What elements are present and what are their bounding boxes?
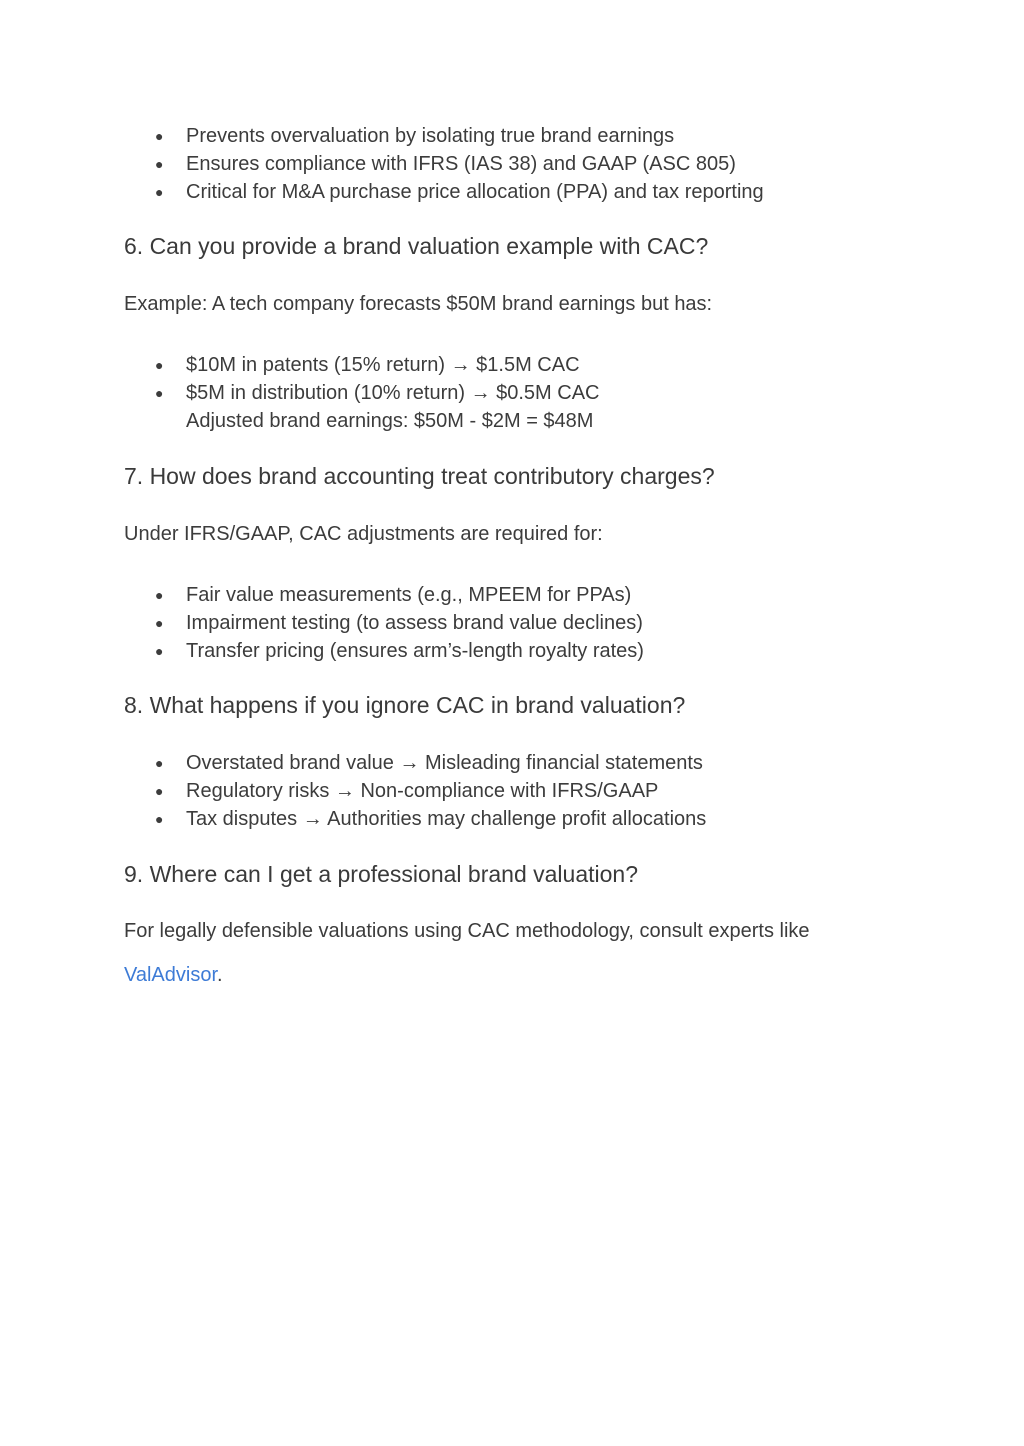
list-item: Fair value measurements (e.g., MPEEM for PPAs) (186, 584, 632, 606)
bullet-marker: ● (155, 128, 164, 144)
section-heading-q9: 9. Where can I get a professional brand valuation? (124, 861, 638, 887)
paragraph-q7-intro: Under IFRS/GAAP, CAC adjustments are required for: (124, 523, 603, 545)
list-item: Transfer pricing (ensures arm’s-length royalty rates) (186, 640, 644, 662)
paragraph-q9: For legally defensible valuations using CAC methodology, consult experts like (124, 920, 810, 942)
list-item: Regulatory risks → Non-compliance with IFRS/GAAP (186, 780, 659, 802)
bullet-marker: ● (155, 385, 164, 401)
bullet-marker: ● (155, 156, 164, 172)
paragraph-q9-link-line (124, 962, 223, 988)
section-heading-q7: 7. How does brand accounting treat contributory charges? (124, 463, 715, 489)
bullet-marker: ● (155, 587, 164, 603)
list-item: Critical for M&A purchase price allocation (PPA) and tax reporting (186, 181, 764, 203)
list-item: Prevents overvaluation by isolating true brand earnings (186, 125, 675, 147)
valadvisor-link[interactable]: ValAdvisor (124, 964, 218, 986)
list-item: Tax disputes → Authorities may challenge profit allocations (186, 808, 707, 830)
list-item: $10M in patents (15% return) → $1.5M CAC (186, 354, 580, 376)
bullet-marker: ● (155, 615, 164, 631)
bullet-marker: ● (155, 811, 164, 827)
paragraph-q6-intro: Example: A tech company forecasts $50M brand earnings but has: (124, 293, 713, 315)
section-heading-q8: 8. What happens if you ignore CAC in brand valuation? (124, 692, 686, 718)
bullet-marker: ● (155, 184, 164, 200)
trailing-period: . (217, 964, 223, 986)
bullet-marker: ● (155, 643, 164, 659)
list-item: $5M in distribution (10% return) → $0.5M CAC (186, 382, 600, 404)
section-heading-q6: 6. Can you provide a brand valuation example with CAC? (124, 233, 709, 259)
bullet-marker: ● (155, 783, 164, 799)
list-item: Ensures compliance with IFRS (IAS 38) and GAAP (ASC 805) (186, 153, 736, 175)
bullet-marker: ● (155, 357, 164, 373)
bullet-marker: ● (155, 755, 164, 771)
list-item: Overstated brand value → Misleading financial statements (186, 752, 703, 774)
list-item-continuation: Adjusted brand earnings: $50M - $2M = $48M (186, 410, 594, 432)
list-item: Impairment testing (to assess brand value declines) (186, 612, 643, 634)
